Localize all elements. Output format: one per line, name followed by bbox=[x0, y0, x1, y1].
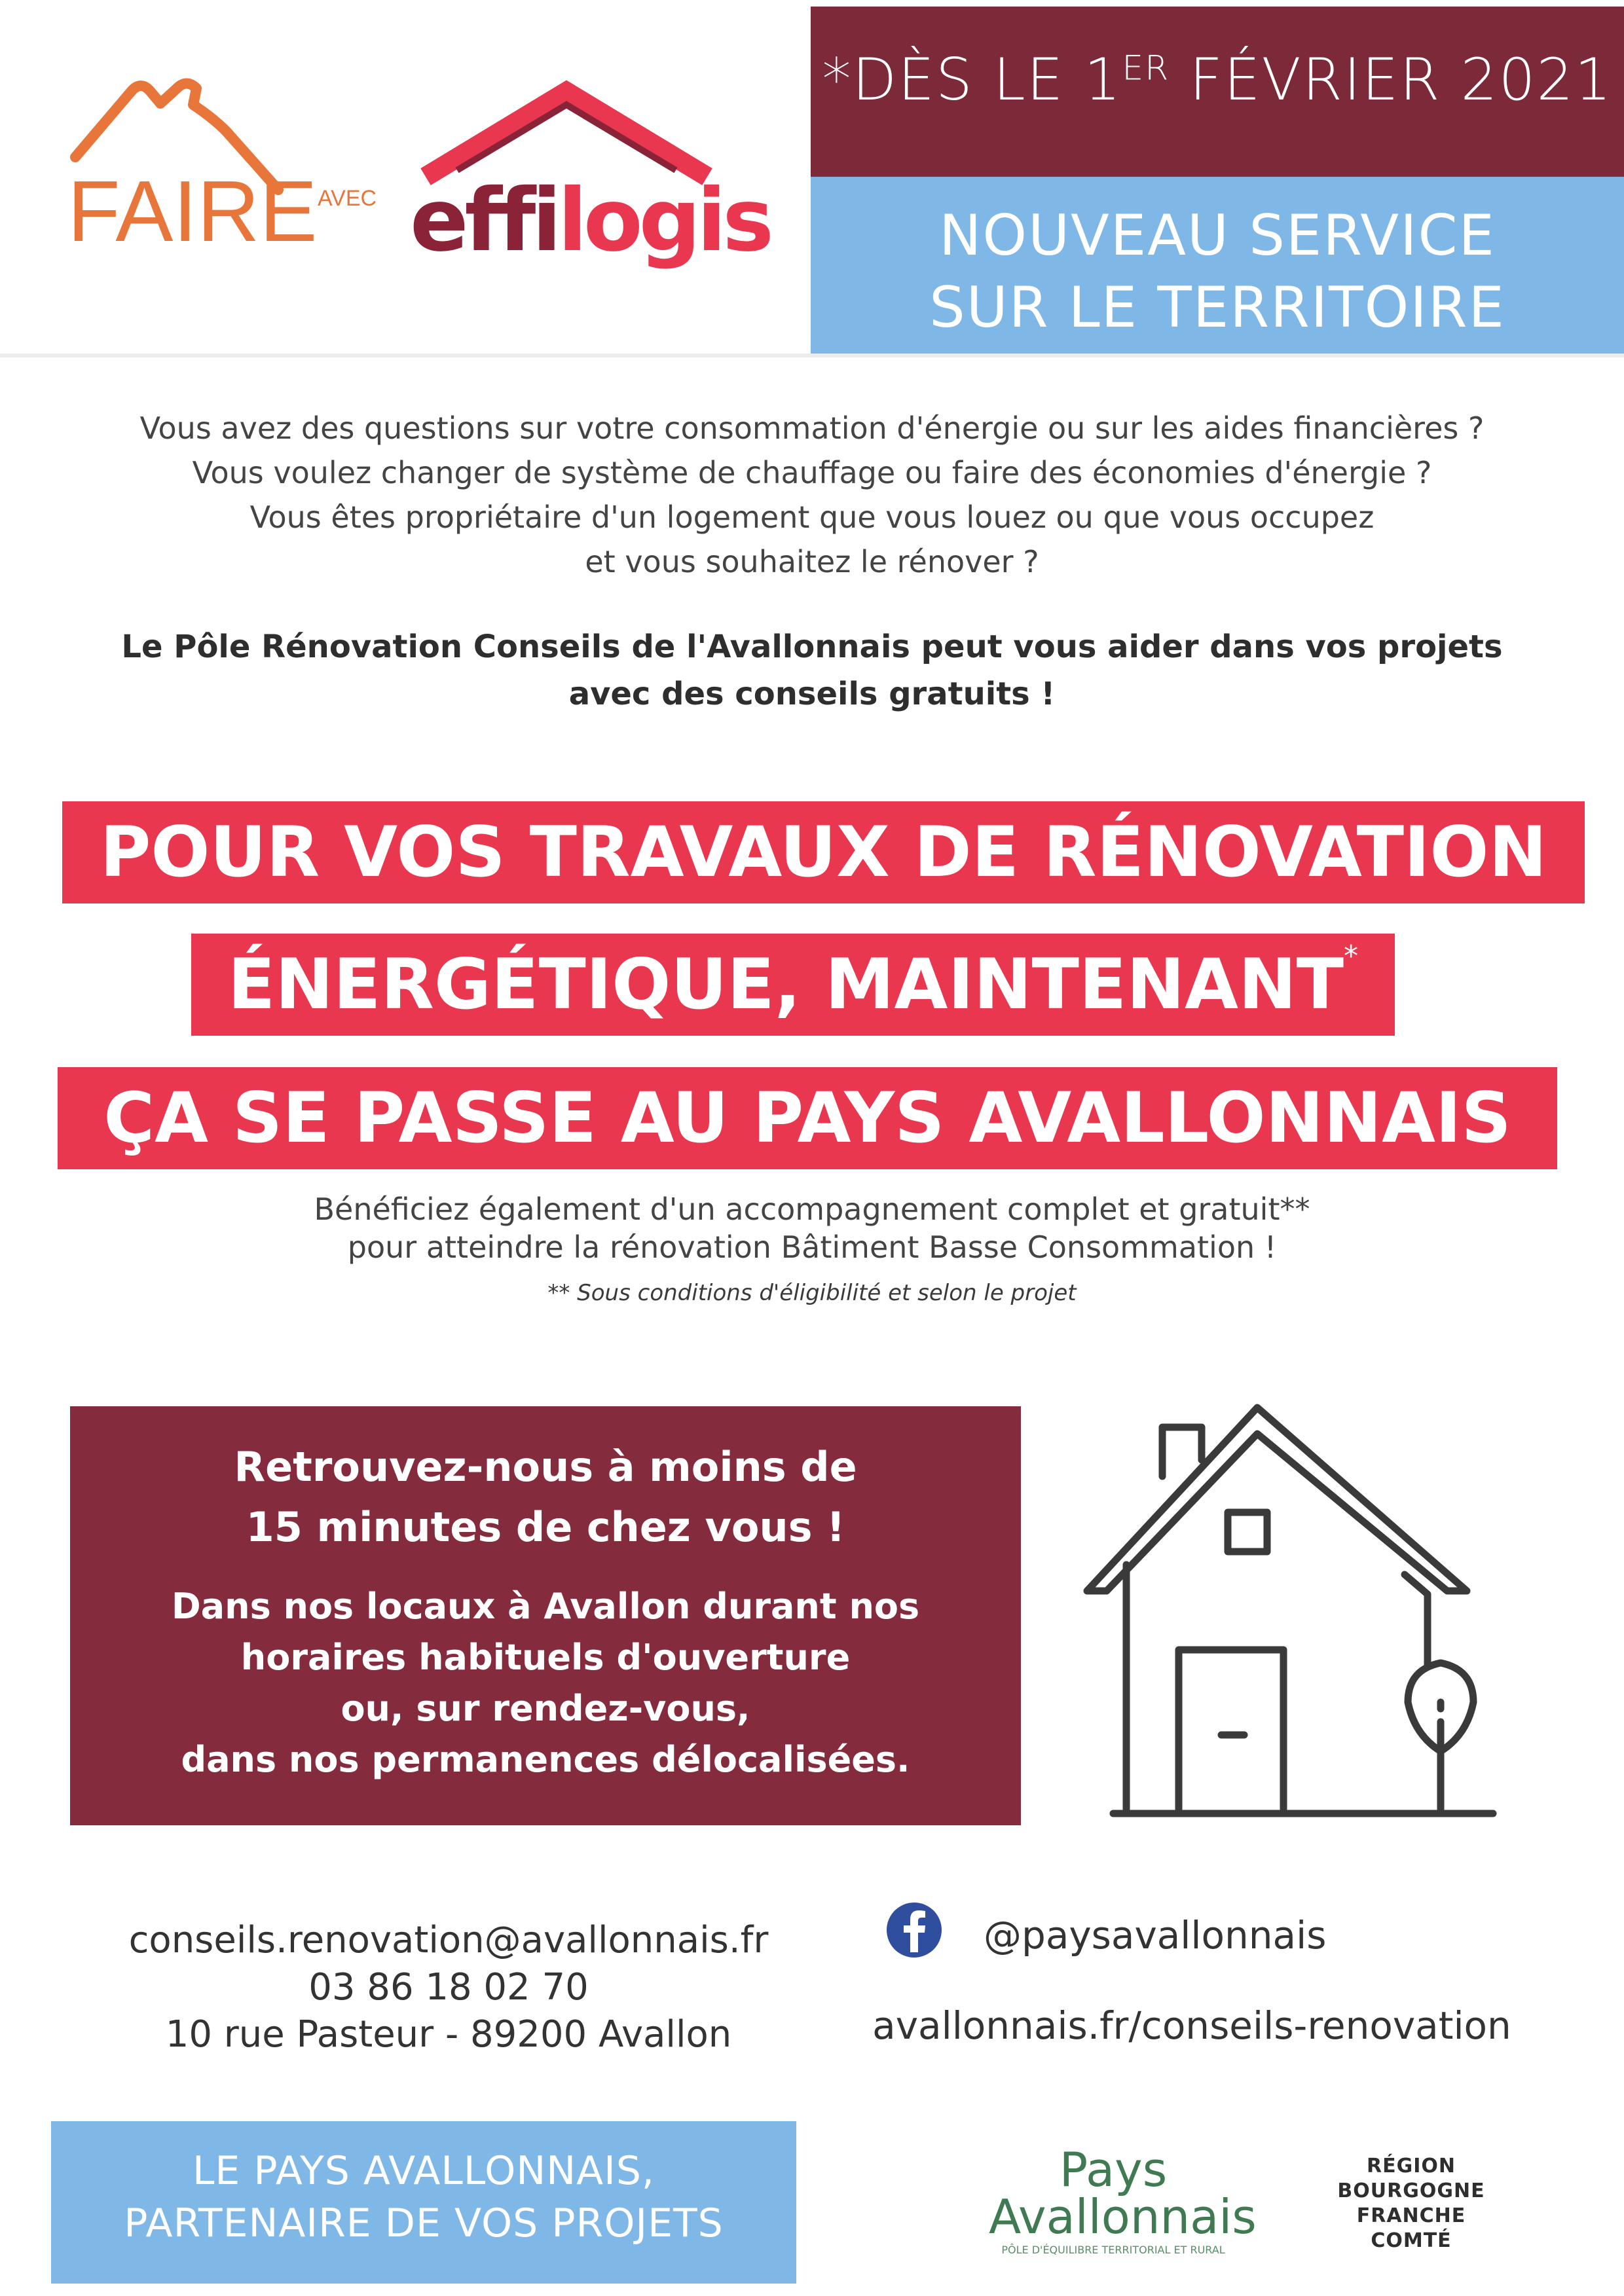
svg-text:effilogis bbox=[410, 170, 770, 271]
facebook-icon[interactable] bbox=[885, 1901, 943, 1959]
facebook-handle[interactable]: @paysavallonnais bbox=[984, 1913, 1327, 1958]
pays-avallonnais-tagline: PÔLE D'ÉQUILIBRE TERRITORIAL ET RURAL bbox=[1001, 2244, 1225, 2256]
pole-renovation-message: Le Pôle Rénovation Conseils de l'Avallonnais peut vous aider dans vos projets avec des conseils gratuits ! bbox=[121, 629, 1503, 712]
pays-avallonnais-logo: Pays Avallonnais bbox=[989, 2142, 1257, 2244]
benefits-text: Bénéficiez également d'un accompagnement complet et gratuit** pour atteindre la rénovation Bâtiment Basse Consommation ! bbox=[314, 1192, 1310, 1265]
banner-line-3: ÇA SE PASSE AU PAYS AVALLONNAIS bbox=[58, 1067, 1557, 1169]
intro-questions: Vous avez des questions sur votre consommation d'énergie ou sur les aides financières ? Vous voulez changer de système de chauffage ou faire des économies d'énergie ? Vous êtes propriétaire d'un logement que vous louez ou que vous occupez et vous souhaitez le rénover ? bbox=[139, 410, 1485, 579]
new-service-heading: NOUVEAU SERVICE SUR LE TERRITOIRE bbox=[929, 203, 1505, 340]
effilogis-logo bbox=[399, 79, 792, 275]
faire-logo bbox=[62, 65, 403, 262]
proximity-heading: Retrouvez-nous à moins de 15 minutes de chez vous ! bbox=[234, 1443, 857, 1551]
eligibility-note: ** Sous conditions d'éligibilité et selon le projet bbox=[547, 1280, 1077, 1306]
email-link[interactable]: conseils.renovation@avallonnais.fr bbox=[128, 1919, 769, 1961]
header-divider bbox=[0, 354, 1624, 357]
banner-line-1: POUR VOS TRAVAUX DE RÉNOVATION bbox=[62, 801, 1585, 903]
postal-address: 10 rue Pasteur - 89200 Avallon bbox=[165, 2013, 732, 2056]
banner-line-2: ÉNERGÉTIQUE, MAINTENANT* bbox=[191, 934, 1395, 1036]
region-bfc-logo: RÉGION BOURGOGNE FRANCHE COMTÉ bbox=[1337, 2155, 1485, 2252]
phone-number[interactable]: 03 86 18 02 70 bbox=[308, 1966, 589, 2009]
website-link[interactable]: avallonnais.fr/conseils-renovation bbox=[872, 2003, 1511, 2048]
avec-text: AVEC bbox=[318, 186, 377, 211]
effi-wordmark: effi bbox=[410, 170, 558, 271]
house-icon bbox=[1048, 1394, 1506, 1840]
launch-date: *DÈS LE 1ER FÉVRIER 2021 bbox=[822, 46, 1613, 113]
faire-wordmark: FAIRE bbox=[67, 163, 318, 259]
partner-slogan: LE PAYS AVALLONNAIS, PARTENAIRE DE VOS PROJETS bbox=[124, 2148, 724, 2246]
proximity-details: Dans nos locaux à Avallon durant nos horaires habituels d'ouverture ou, sur rendez-vous, dans nos permanences délocalisées. bbox=[171, 1586, 920, 1780]
logis-wordmark: logis bbox=[557, 170, 770, 271]
contact-block bbox=[39, 1917, 858, 2058]
